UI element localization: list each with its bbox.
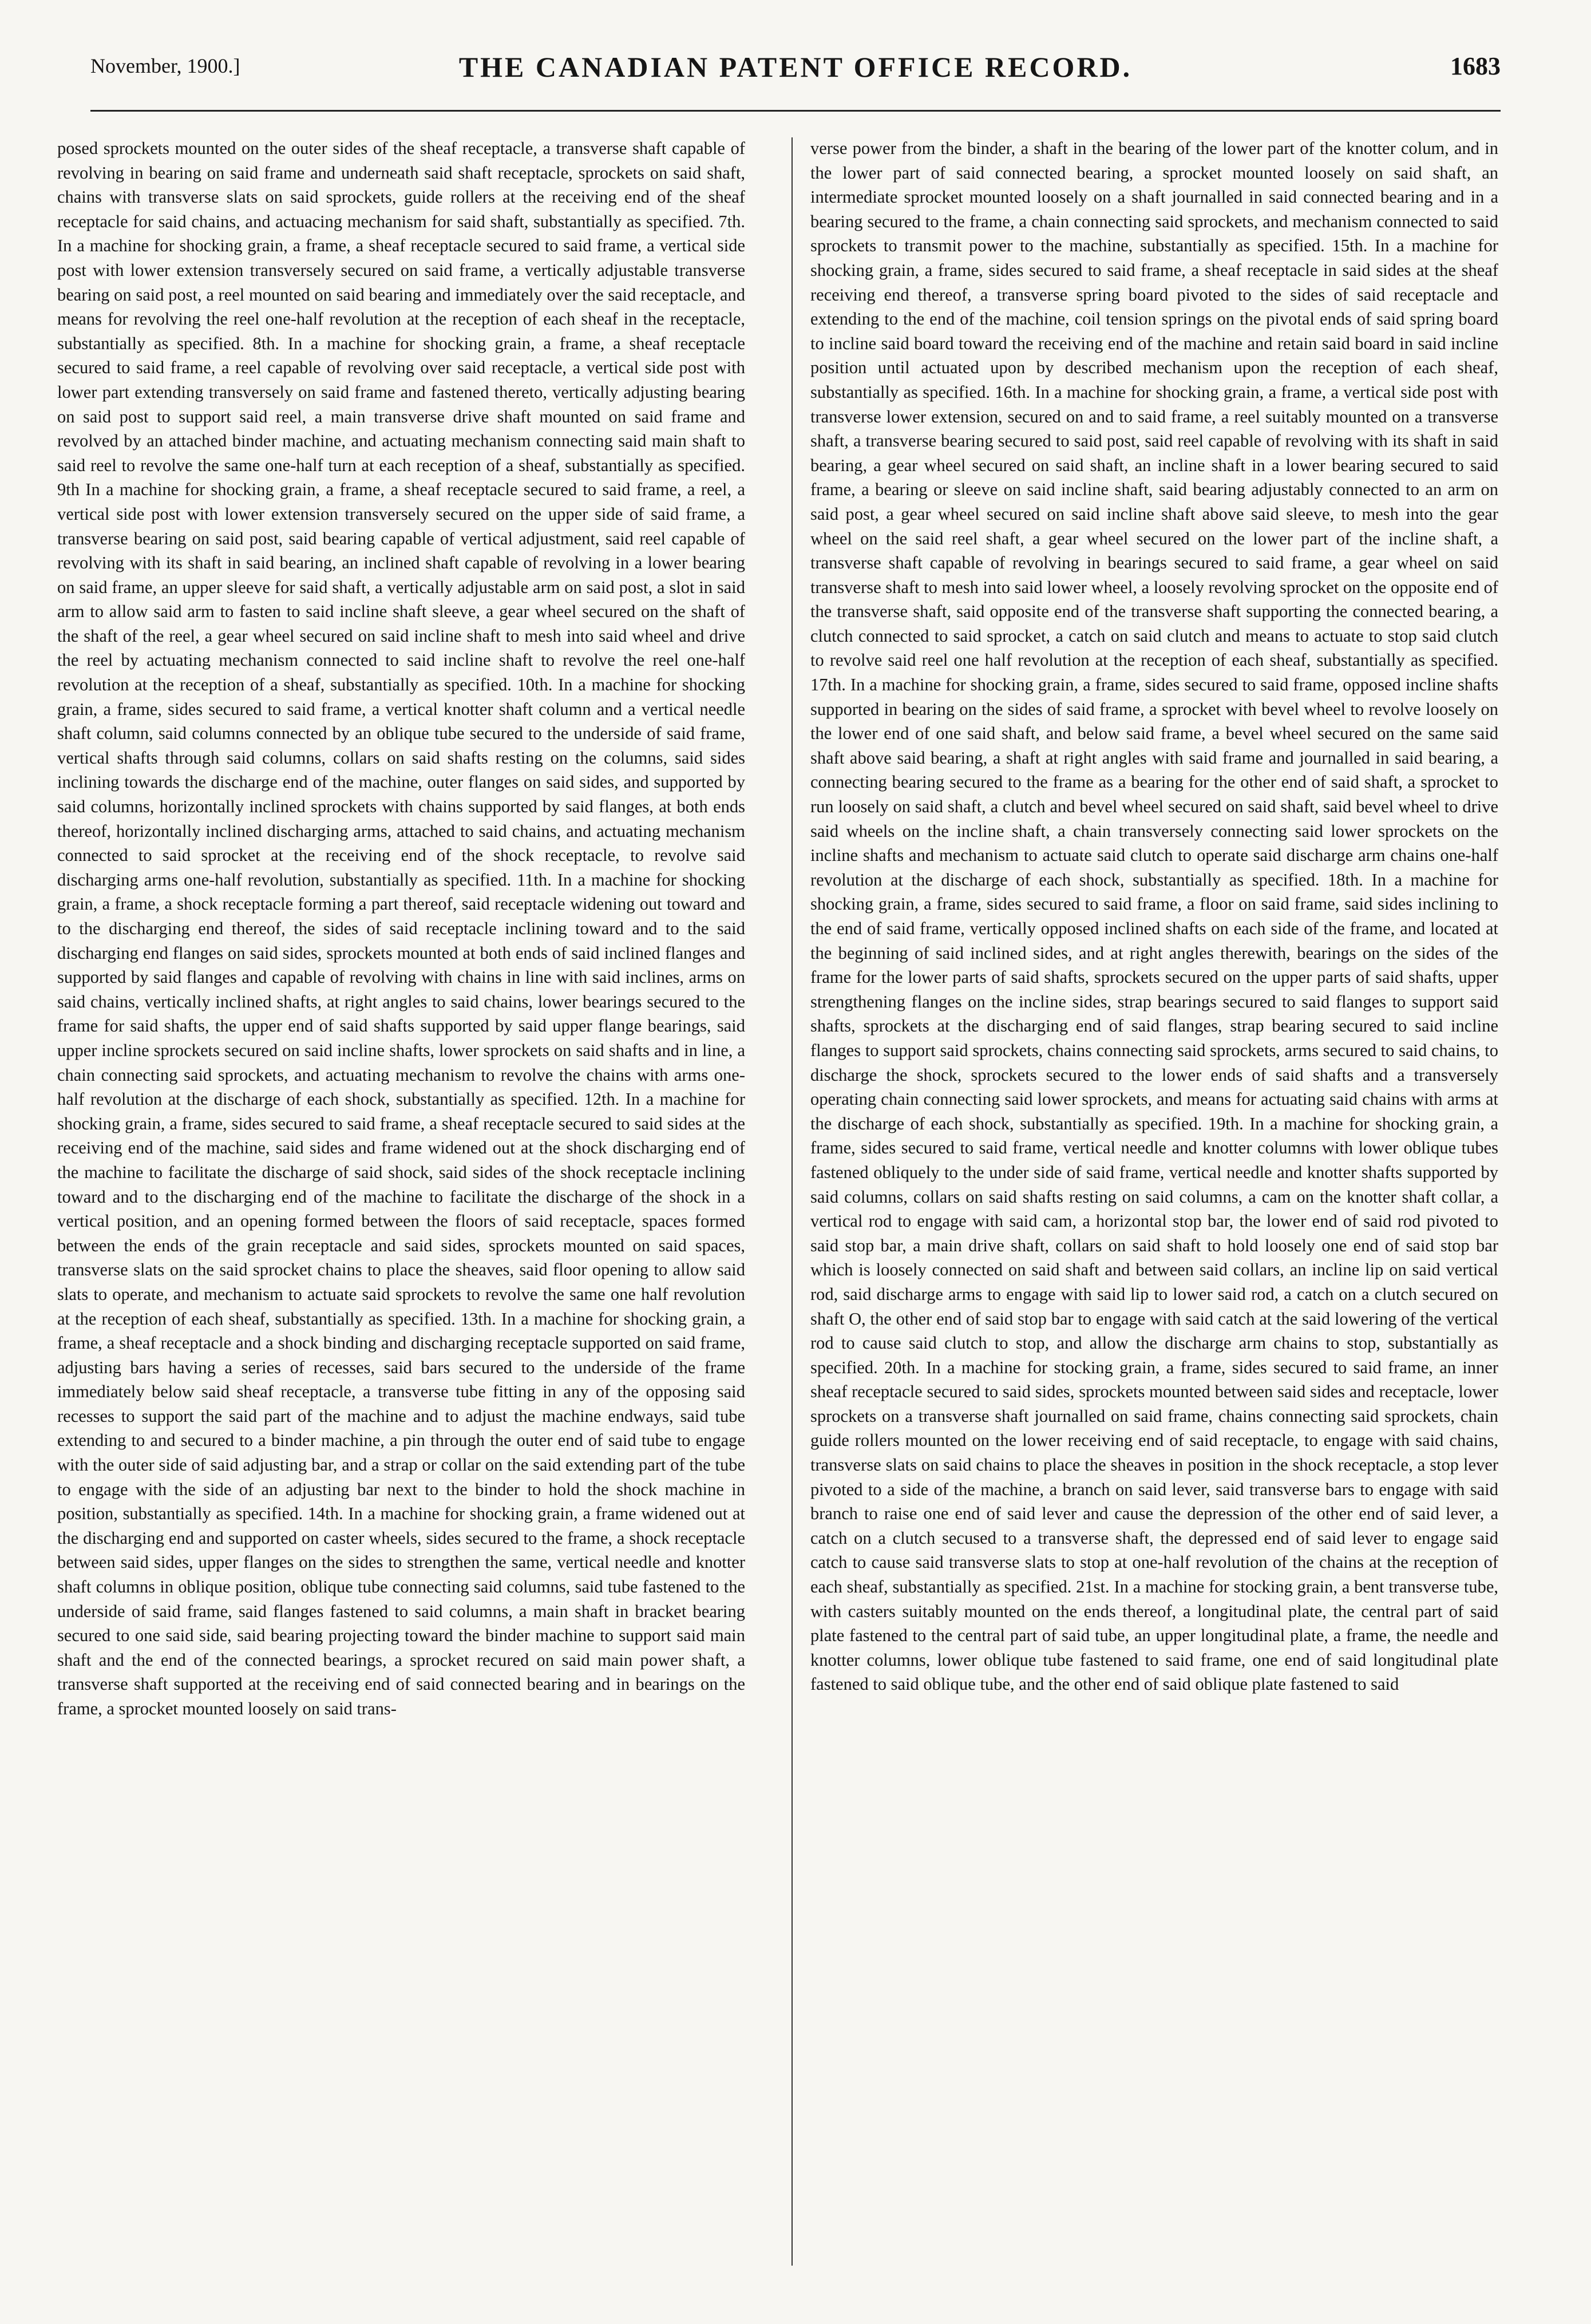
page-header bbox=[90, 50, 1501, 85]
issue-date: November, 1900.] bbox=[90, 54, 240, 77]
page-number: 1683 bbox=[1450, 52, 1501, 80]
column-divider bbox=[791, 137, 793, 2266]
left-column-text: posed sprockets mounted on the outer sides of the sheaf receptacle, a transverse shaft capable of revolving in bearing on said frame and underneath said shaft receptacle, sprockets on said shaft, chains with transverse slats on said sprockets, guide rollers at the receiving end of the sheaf receptacle for said chains, and actuacing mechanism for said shaft, substantially as specified. 7th. In a machine for shocking grain, a frame, a sheaf receptacle secured to said frame, a vertical side post with lower extension transversely secured on said frame, a vertically adjustable transverse bearing on said post, a reel mounted on said bearing and immediately over the said receptacle, and means for revolving the reel one-half revolution at the reception of each sheaf in the receptacle, substantially as specified. 8th. In a machine for shocking grain, a frame, a sheaf receptacle secured to said frame, a reel capable of revolving over said receptacle, a vertical side post with lower part extending transversely on said frame and fastened thereto, vertically adjusting bearing on said post to support said reel, a main transverse drive shaft mounted on said frame and revolved by an attached binder machine, and actuating mechanism connecting said main shaft to said reel to revolve the same one-half turn at each reception of a sheaf, substantially as specified. 9th In a machine for shocking grain, a frame, a sheaf receptacle secured to said frame, a reel, a vertical side post with lower extension transversely secured on the upper side of said frame, a transverse bearing on said post, said bearing capable of vertical adjustment, said reel capable of revolving with its shaft in said bearing, an inclined shaft capable of revolving in a lower bearing on said frame, an upper sleeve for said shaft, a vertically adjustable arm on said post, a slot in said arm to allow said arm to fasten to said incline shaft sleeve, a gear wheel secured on the shaft of the shaft of the reel, a gear wheel secured on said incline shaft to mesh into said wheel and drive the reel by actuating mechanism connected to said incline shaft to revolve the reel one-half revolution at the reception of a sheaf, substantially as specified. 10th. In a machine for shocking grain, a frame, sides secured to said frame, a vertical knotter shaft column and a vertical needle shaft column, said columns connected by an oblique tube secured to the underside of said frame, vertical shafts through said columns, collars on said shafts resting on the columns, said sides inclining towards the discharge end of the machine, outer flanges on said sides, and supported by said columns, horizontally inclined sprockets with chains supported by said flanges, at both ends thereof, horizontally inclined discharging arms, attached to said chains, and actuating mechanism connected to said sprocket at the receiving end of the shock receptacle, to revolve said discharging arms one-half revolution, substantially as specified. 11th. In a machine for shocking grain, a frame, a shock receptacle forming a part thereof, said receptacle widening out toward and to the discharging end thereof, the sides of said receptacle inclining toward and to the said discharging end flanges on said sides, sprockets mounted at both ends of said inclined flanges and supported by said flanges and capable of revolving with chains in line with said inclines, arms on said chains, vertically inclined shafts, at right angles to said chains, lower bearings secured to the frame for said shafts, the upper end of said shafts supported by said upper flange bearings, said upper incline sprockets secured on said incline shafts, lower sprockets on said shafts and in line, a chain connecting said sprockets, and actuating mechanism to revolve the chains with arms one-half revolution at the discharge of each shock, substantially as specified. 12th. In a machine for shocking grain, a frame, sides secured to said frame, a sheaf receptacle secured to said sides at the receiving end of the machine, said sides and frame widened out at the shock discharging end of the machine to facilitate the discharge of said shock, said sides of the shock receptacle inclining toward and to the discharging end of the machine to facilitate the discharge of the shock in a vertical position, and an opening formed between the floors of said receptacle, spaces formed between the ends of the grain receptacle and said sides, sprockets mounted on said spaces, transverse slats on the said sprocket chains to place the sheaves, said floor opening to allow said slats to operate, and mechanism to actuate said sprockets to revolve the same one half revolution at the reception of each sheaf, substantially as specified. 13th. In a machine for shocking grain, a frame, a sheaf receptacle and a shock binding and discharging receptacle supported on said frame, adjusting bars having a series of recesses, said bars secured to the underside of the frame immediately below said sheaf receptacle, a transverse tube fitting in any of the opposing said recesses to support the said part of the machine and to adjust the machine endways, said tube extending to and secured to a binder machine, a pin through the outer end of said tube to engage with the outer side of said adjusting bar, and a strap or collar on the said extending part of the tube to engage with the side of an adjusting bar next to the binder to hold the shock machine in position, substantially as specified. 14th. In a machine for shocking grain, a frame widened out at the discharging end and supported on caster wheels, sides secured to the frame, a shock receptacle between said sides, upper flanges on the sides to strengthen the same, vertical needle and knotter shaft columns in oblique position, oblique tube connecting said columns, said tube fastened to the underside of said frame, said flanges fastened to said columns, a main shaft in bracket bearing secured to one said side, said bearing projecting toward the binder machine to support said main shaft and the end of the connected bearings, a sprocket recured on said main power shaft, a transverse shaft supported at the receiving end of said connected bearing and in bearings on the frame, a sprocket mounted loosely on said trans- bbox=[57, 139, 745, 1718]
header-rule bbox=[90, 110, 1501, 112]
right-column-text: verse power from the binder, a shaft in the bearing of the lower part of the knotter colum, and in the lower part of said connected bearing, a sprocket mounted loosely on said shaft, an intermediate sprocket mounted loosely on a shaft journalled in said connected bearing and in a bearing secured to the frame, a chain connecting said sprockets, and mechanism connected to said sprockets to transmit power to the machine, substantially as specified. 15th. In a machine for shocking grain, a frame, sides secured to said frame, a sheaf receptacle in said sides at the sheaf receiving end thereof, a transverse spring board pivoted to the sides of said receptacle and extending to the end of the machine, coil tension springs on the pivotal ends of said spring board to incline said board toward the receiving end of the machine and retain said board in said incline position until actuated upon by described mechanism upon the reception of each sheaf, substantially as specified. 16th. In a machine for shocking grain, a frame, a vertical side post with transverse lower extension, secured on and to said frame, a reel suitably mounted on a transverse shaft, a transverse bearing secured to said post, said reel capable of revolving with its shaft in said bearing, a gear wheel secured on said shaft, an incline shaft in a lower bearing secured to said frame, a bearing or sleeve on said incline shaft, said bearing adjustably connected to an arm on said post, a gear wheel secured on said incline shaft above said sleeve, to mesh into the gear wheel on the said reel shaft, a gear wheel secured on the lower part of the incline shaft, a transverse shaft capable of revolving in bearings secured to said frame, a gear wheel on said transverse shaft to mesh into said lower wheel, a loosely revolving sprocket on the opposite end of the transverse shaft, said opposite end of the transverse shaft supporting the connected bearing, a clutch connected to said sprocket, a catch on said clutch and means to actuate to stop said clutch to revolve said reel one half revolution at the reception of each sheaf, substantially as specified. 17th. In a machine for shocking grain, a frame, sides secured to said frame, opposed incline shafts supported in bearing on the sides of said frame, a sprocket with bevel wheel to revolve loosely on the lower end of one said shaft, and below said frame, a bevel wheel secured on the same said shaft above said bearing, a shaft at right angles with said frame and journalled in said bearing, a connecting bearing secured to the frame as a bearing for the other end of said shaft, a sprocket to run loosely on said shaft, a clutch and bevel wheel secured on said shaft, said bevel wheel to drive said wheels on the incline shaft, a chain transversely connecting said lower sprockets on the incline shafts and mechanism to actuate said clutch to operate said discharge arm chains one-half revolution at the discharge of each shock, substantially as specified. 18th. In a machine for shocking grain, a frame, sides secured to said frame, a floor on said frame, said sides inclining to the end of said frame, vertically opposed inclined shafts on each side of the frame, and located at the beginning of said inclined sides, and at right angles therewith, bearings on the sides of the frame for the lower parts of said shafts, sprockets secured on the upper parts of said shafts, upper strengthening flanges on the incline sides, strap bearings secured to said flanges to support said shafts, sprockets at the discharging end of said flanges, strap bearing secured to said incline flanges to support said sprockets, chains connecting said sprockets, arms secured to said chains, to discharge the shock, sprockets secured to the lower ends of said shafts and a transversely operating chain connecting said lower sprockets, and means for actuating said chains with arms at the discharge of each shock, substantially as specified. 19th. In a machine for shocking grain, a frame, sides secured to said frame, vertical needle and knotter columns with lower oblique tubes fastened obliquely to the under side of said frame, vertical needle and knotter shafts supported by said columns, collars on said shafts resting on said columns, a cam on the knotter shaft collar, a vertical rod to engage with said cam, a horizontal stop bar, the lower end of said rod pivoted to said stop bar, a main drive shaft, collars on said shaft to hold loosely one end of said stop bar which is loosely connected on said shaft and between said collars, an incline lip on said vertical rod, said discharge arms to engage with said lip to lower said rod, a catch on a clutch secured on shaft O, the other end of said stop bar to engage with said catch at the said lowering of the vertical rod to cause said clutch to stop, and allow the discharge arm chains to stop, substantially as specified. 20th. In a machine for stocking grain, a frame, sides secured to said frame, an inner sheaf receptacle secured to said sides, sprockets mounted between said sides and receptacle, lower sprockets on a transverse shaft journalled on said frame, chains connecting said sprockets, chain guide rollers mounted on the lower receiving end of said receptacle, to engage with said chains, transverse slats on said chains to place the sheaves in position in the shock receptacle, a stop lever pivoted to a side of the machine, a branch on said lever, said transverse bars to engage with said branch to raise one end of said lever and cause the depression of the other end of said lever, a catch on a clutch secused to a transverse shaft, the depressed end of said lever to engage said catch to cause said transverse slats to stop at one-half revolution of the chains at the reception of each sheaf, substantially as specified. 21st. In a machine for stocking grain, a bent transverse tube, with casters suitably mounted on the ends thereof, a longitudinal plate, the central part of said plate fastened to the central part of said tube, an upper longitudinal plate, a frame, the needle and knotter columns, lower oblique tube fastened to said frame, one end of said longitudinal plate fastened to said oblique tube, and the other end of said oblique plate fastened to said bbox=[810, 139, 1498, 1694]
right-column bbox=[810, 136, 1498, 2266]
left-column bbox=[57, 136, 745, 2266]
journal-title: THE CANADIAN PATENT OFFICE RECORD. bbox=[458, 51, 1133, 83]
